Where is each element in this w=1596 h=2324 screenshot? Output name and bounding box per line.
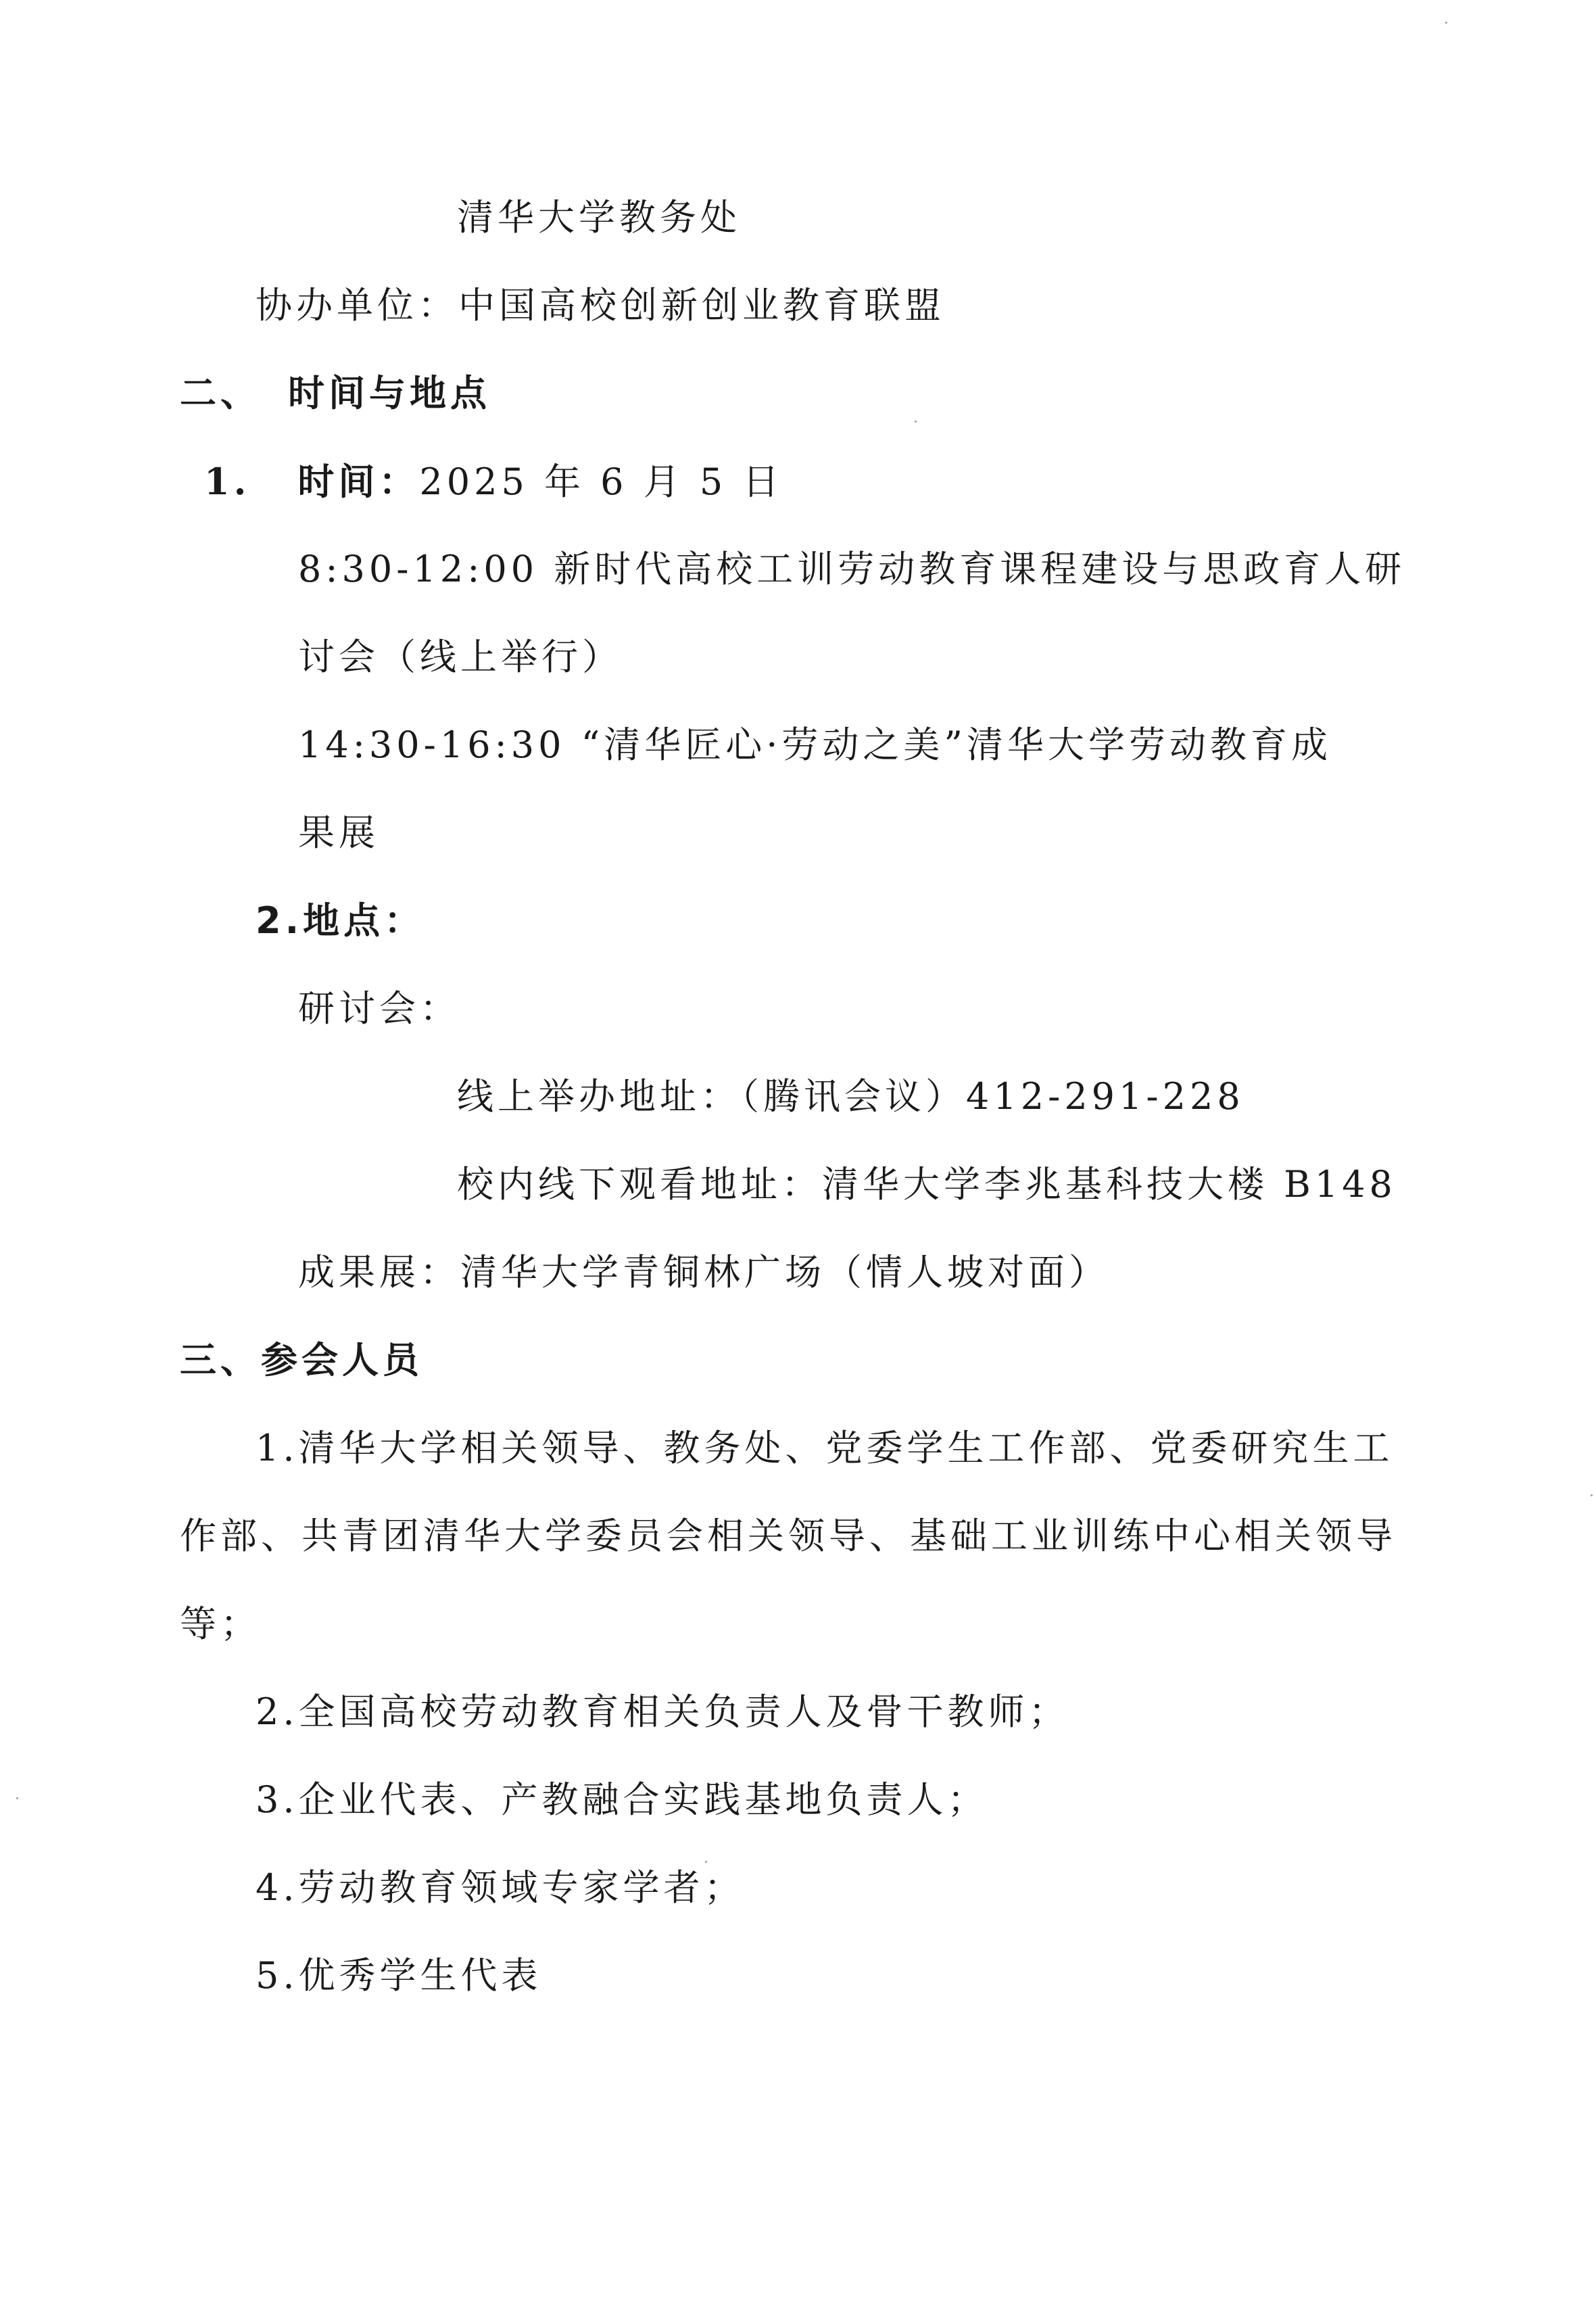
attendee-item-1-line-2: 作部、共青团清华大学委员会相关领导、基础工业训练中心相关领导 [180, 1515, 1397, 1557]
co-organizer-line [256, 282, 945, 329]
scan-speck [1591, 1494, 1593, 1496]
time-item-line [204, 458, 783, 506]
online-address-value: （腾讯会议）412-291-228 [741, 1075, 1244, 1118]
online-address-label: 线上举办地址： [457, 1075, 741, 1118]
co-organizer-label: 协办单位： [256, 284, 458, 327]
exhibition-line [298, 1249, 1109, 1296]
exhibition-label: 成果展： [298, 1251, 460, 1294]
offline-address-value: 清华大学李兆基科技大楼 B148 [822, 1163, 1397, 1206]
place-label: 2.地点： [256, 899, 425, 942]
section-2-number: 二、 [180, 372, 261, 414]
scan-speck [16, 1797, 18, 1799]
event-1-line-1: 8:30-12:00 新时代高校工训劳动教育课程建设与思政育人研 [298, 548, 1406, 590]
scan-speck [915, 421, 917, 423]
time-item-number: 1. [204, 460, 251, 503]
organizer-line: 清华大学教务处 [457, 196, 741, 239]
section-2-heading [180, 370, 491, 417]
section-2-title: 时间与地点 [288, 372, 491, 414]
offline-address-line [457, 1161, 1397, 1208]
attendee-item-1-line-3: 等； [180, 1603, 261, 1645]
event-2-line-1: 14:30-16:30 “清华匠心·劳动之美”清华大学劳动教育成 [298, 724, 1332, 766]
attendee-item-2: 2.全国高校劳动教育相关负责人及骨干教师； [256, 1690, 1069, 1733]
scan-speck [1445, 22, 1447, 24]
attendee-item-5: 5.优秀学生代表 [256, 1954, 542, 1997]
section-3-heading [180, 1337, 423, 1384]
section-3-title: 参会人员 [261, 1339, 423, 1381]
event-2-line-2: 果展 [298, 811, 379, 854]
seminar-label: 研讨会： [298, 987, 460, 1030]
online-address-line [457, 1073, 1244, 1120]
scan-speck [705, 1861, 707, 1863]
time-label: 时间： [297, 460, 420, 503]
exhibition-value: 清华大学青铜林广场（情人坡对面） [460, 1251, 1109, 1294]
offline-address-label: 校内线下观看地址： [457, 1163, 822, 1206]
event-1-line-2: 讨会（线上举行） [298, 636, 623, 678]
time-date: 2025 年 6 月 5 日 [419, 460, 783, 503]
section-3-number: 三、 [180, 1339, 261, 1381]
attendee-item-3: 3.企业代表、产教融合实践基地负责人； [256, 1778, 988, 1821]
attendee-item-4: 4.劳动教育领域专家学者； [256, 1866, 745, 1909]
co-organizer-value: 中国高校创新创业教育联盟 [458, 284, 945, 327]
attendee-item-1-line-1: 1.清华大学相关领导、教务处、党委学生工作部、党委研究生工 [256, 1427, 1394, 1469]
